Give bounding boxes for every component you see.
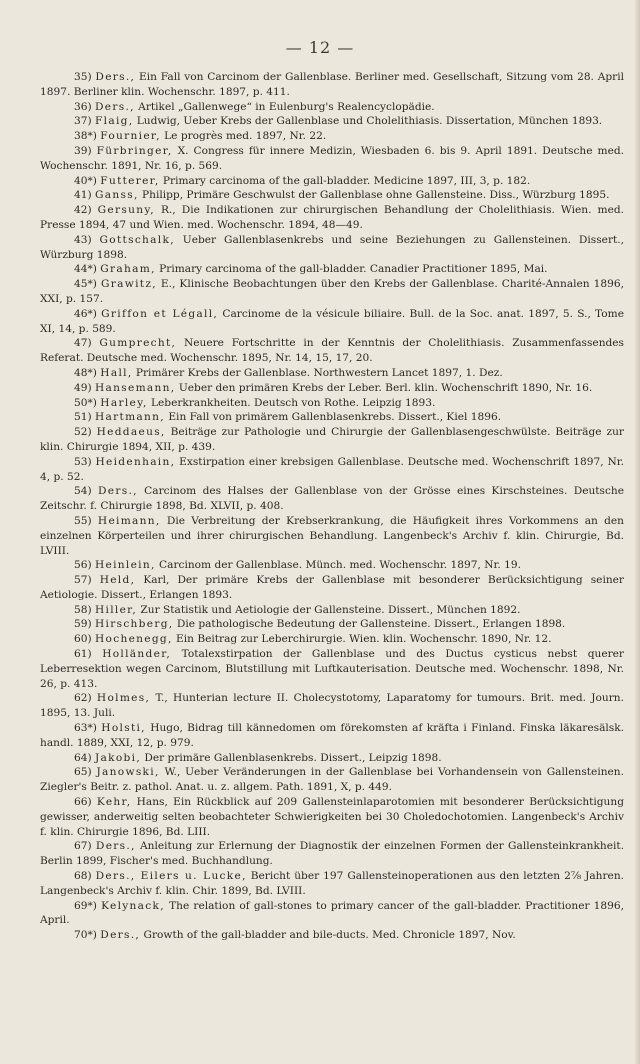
reference-author: Hartmann, [95,411,165,424]
reference-number: 54) [74,485,92,498]
reference-text: Hans, Ein Rückblick auf 209 Gallensteinlaparotomien mit besonderer Berücksichtigung gewisser, anderweitig selten beobachteter Schwierigkeiten bei 30 Choledochotomien. Langenbeck's Archiv f. klin. Chirurgie 1896, Bd. LIII. [40,796,624,838]
reference-text: Le progrès med. 1897, Nr. 22. [160,130,327,143]
reference-entry [40,144,624,174]
reference-number: 47) [74,337,92,350]
reference-author: Heidenhain, [95,455,176,468]
reference-text: Karl, Der primäre Krebs der Gallenblase mit besonderer Berücksichtigung seiner Aetiologie. Dissert., Erlangen 1893. [40,574,624,601]
reference-number: 59) [74,618,92,631]
reference-text: Carcinom der Gallenblase. Münch. med. Wochenschr. 1897, Nr. 19. [155,559,521,572]
reference-number: 60) [74,633,92,646]
reference-text: E., Klinische Beobachtungen über den Krebs der Gallenblase. Charité-Annalen 1896, XXI, p. 157. [40,278,624,305]
reference-author: Holländer, [102,648,172,661]
reference-text: R., Die Indikationen zur chirurgischen Behandlung der Cholelithiasis. Wien. med. Presse 1894, 47 und Wien. med. Wochenschr. 1894, 48—49. [40,204,624,231]
reference-author: Futterer, [100,174,160,187]
reference-entry [40,573,624,603]
reference-author: Ders., [98,485,138,498]
reference-text: Totalexstirpation der Gallenblase und des Ductus cysticus nebst querer Leberresektion wegen Carcinom, Blutstillung mit Luftkauterisation. Deutsche med. Wochenschr. 1898, Nr. 26, p. 413. [40,648,624,690]
reference-entry [40,691,624,721]
reference-entry [40,514,624,558]
reference-entry [40,114,624,129]
page-edge-shadow [634,0,640,1064]
reference-text: T., Hunterian lecture II. Cholecystotomy, Laparatomy for tumours. Brit. med. Journ. 1895, 13. Juli. [40,692,624,720]
reference-author: Fournier, [100,130,161,143]
reference-author: Griffon et Légall, [101,307,219,320]
reference-entry [40,307,624,337]
reference-number: 58) [74,603,92,616]
reference-number: 40*) [74,174,97,187]
reference-entry [40,336,624,366]
reference-author: Jakobi, [95,751,141,764]
reference-entry [40,100,624,115]
reference-text: Carcinome de la vésicule biliaire. Bull. de la Soc. anat. 1897, 5. S., Tome XI, 14, p. 589. [40,307,624,335]
reference-text: Der primäre Gallenblasenkrebs. Dissert., Leipzig 1898. [141,751,442,764]
reference-entry [40,410,624,425]
reference-text: Philipp, Primäre Geschwulst der Gallenblase ohne Gallensteine. Diss., Würzburg 1895. [138,189,610,202]
reference-text: Ueber den primären Krebs der Leber. Berl. klin. Wochenschrift 1890, Nr. 16. [175,381,593,394]
reference-author: Ders., Eilers u. Lucke, [95,870,247,883]
reference-text: Bericht über 197 Gallensteinoperationen aus den letzten 2⅞ Jahren. Langenbeck's Archiv f. klin. Chir. 1899, Bd. LVIII. [40,870,625,897]
reference-entry [40,765,624,795]
reference-number: 52) [74,426,92,439]
reference-entry [40,839,624,869]
reference-number: 61) [74,648,92,661]
reference-number: 68) [74,870,92,883]
reference-author: Kehr, [96,796,132,809]
reference-text: Primary carcinoma of the gall-bladder. Canadier Practitioner 1895, Mai. [155,263,548,276]
reference-author: Ders., [95,71,136,83]
reference-number: 55) [74,514,92,527]
reference-entry [40,647,624,691]
reference-text: Ein Fall von primärem Gallenblasenkrebs. Dissert., Kiel 1896. [164,411,502,424]
reference-entry [40,233,624,263]
reference-number: 35) [74,71,92,83]
reference-number: 70*) [74,929,97,942]
reference-author: Heimann, [97,514,161,527]
reference-entry [40,721,624,751]
reference-author: Heinlein, [95,559,156,572]
reference-number: 67) [74,840,92,853]
reference-text: Ein Fall von Carcinom der Gallenblase. Berliner med. Gesellschaft, Sitzung vom 28. April 1897. Berliner klin. Wochenschr. 1897, p. 411. [40,71,624,98]
reference-number: 64) [74,751,92,764]
reference-number: 66) [74,796,92,809]
reference-entry [40,558,624,573]
reference-number: 63*) [74,722,97,735]
reference-number: 57) [74,574,92,587]
reference-entry [40,277,624,307]
reference-author: Hiller, [95,603,138,616]
reference-text: Neuere Fortschritte in der Kenntnis der Cholelithiasis. Zusammenfassendes Referat. Deutsche med. Wochenschr. 1895, Nr. 14, 15, 17, 20. [40,337,624,365]
reference-entry [40,751,624,766]
reference-number: 53) [74,455,92,468]
reference-text: Die Verbreitung der Krebserkrankung, die Häufigkeit ihres Vorkommens an den einzelnen Körperteilen und ihrer chirurgischen Behandlung. Langenbeck's Archiv f. klin. Chirurgie, Bd. LVIII. [40,514,624,557]
reference-author: Ders., [95,100,135,113]
reference-author: Gottschalk, [99,233,175,246]
reference-entry [40,129,624,144]
reference-author: Gumprecht, [99,337,177,350]
reference-number: 49) [74,381,92,394]
reference-text: Leberkrankheiten. Deutsch von Rothe. Leipzig 1893. [147,396,436,409]
reference-author: Holsti, [101,722,146,735]
reference-entry [40,928,624,943]
reference-number: 45*) [74,278,97,291]
reference-author: Graham, [100,263,156,276]
reference-entry [40,70,624,100]
reference-author: Held, [99,574,136,587]
reference-number: 48*) [74,366,97,379]
reference-text: Anleitung zur Erlernung der Diagnostik der einzelnen Formen der Gallensteinkrankheit. Berlin 1899, Fischer's med. Buchhandlung. [40,840,625,868]
reference-author: Grawitz, [100,278,157,291]
reference-entry [40,381,624,396]
reference-text: The relation of gall-stones to primary cancer of the gall-bladder. Practitioner 1896, April. [40,899,624,927]
reference-number: 62) [74,692,92,705]
reference-text: Beiträge zur Pathologie und Chirurgie der Gallenblasengeschwülste. Beiträge zur klin. Chirurgie 1894, XII, p. 439. [40,426,624,453]
reference-entry [40,632,624,647]
reference-entry [40,603,624,618]
reference-author: Gersuny, [97,204,155,217]
reference-author: Fürbringer, [96,144,173,157]
reference-author: Harley, [100,396,148,409]
reference-entry [40,366,624,381]
reference-entry [40,795,624,839]
reference-number: 46*) [74,307,97,320]
reference-text: Growth of the gall-bladder and bile-ducts. Med. Chronicle 1897, Nov. [140,929,516,942]
reference-number: 36) [74,100,92,113]
reference-author: Heddaeus, [96,426,166,439]
reference-number: 69*) [74,899,97,912]
reference-number: 65) [74,766,92,779]
reference-number: 39) [74,144,92,157]
reference-author: Janowski, [96,766,160,779]
reference-text: Ueber Gallenblasenkrebs und seine Beziehungen zu Gallensteinen. Dissert., Würzburg 1898. [40,233,624,261]
reference-number: 38*) [74,130,97,143]
reference-entry [40,425,624,455]
reference-entry [40,188,624,203]
reference-text: Exstirpation einer krebsigen Gallenblase. Deutsche med. Wochenschrift 1897, Nr. 4, p. 52. [40,455,624,483]
reference-entry [40,396,624,411]
reference-text: Zur Statistik und Aetiologie der Gallensteine. Dissert., München 1892. [137,603,521,616]
reference-text: Artikel „Gallenwege“ in Eulenburg's Realencyclopädie. [134,100,435,113]
reference-author: Ders., [95,840,136,853]
reference-entry [40,617,624,632]
reference-entry [40,899,624,929]
reference-author: Flaig, [95,115,134,128]
reference-number: 43) [74,233,92,246]
page-number: — 12 — [285,38,355,57]
reference-list [40,70,624,943]
reference-text: Primärer Krebs der Gallenblase. Northwestern Lancet 1897, 1. Dez. [132,366,503,379]
reference-author: Hall, [100,366,133,379]
reference-author: Kelynack, [101,899,165,912]
reference-author: Hochenegg, [95,633,173,646]
reference-author: Ganss, [95,189,139,202]
reference-number: 50*) [74,396,97,409]
reference-text: Primary carcinoma of the gall-bladder. Medicine 1897, III, 3, p. 182. [159,174,531,187]
reference-text: Carcinom des Halses der Gallenblase von der Grösse eines Kirschsteines. Deutsche Zeitschr. f. Chirurgie 1898, Bd. XLVII, p. 408. [40,485,625,513]
reference-author: Hirschberg, [95,618,174,631]
reference-entry [40,869,624,899]
reference-number: 42) [74,204,92,217]
reference-text: W., Ueber Veränderungen in der Gallenblase bei Vorhandensein von Gallensteinen. Ziegler's Beitr. z. pathol. Anat. u. z. allgem. Path. 1891, X, p. 449. [40,766,624,794]
reference-text: Ludwig, Ueber Krebs der Gallenblase und Cholelithiasis. Dissertation, München 1893. [133,115,603,128]
reference-text: X. Congress für innere Medizin, Wiesbaden 6. bis 9. April 1891. Deutsche med. Wochenschr. 1891, Nr. 16, p. 569. [40,144,624,172]
reference-entry [40,262,624,277]
reference-number: 56) [74,559,92,572]
reference-entry [40,484,624,514]
reference-author: Holmes, [96,692,151,705]
reference-number: 51) [74,411,92,424]
reference-number: 37) [74,115,92,128]
reference-author: Hansemann, [95,381,176,394]
reference-text: Die pathologische Bedeutung der Gallensteine. Dissert., Erlangen 1898. [173,618,566,631]
reference-entry [40,174,624,189]
reference-entry [40,455,624,485]
reference-text: Ein Beitrag zur Leberchirurgie. Wien. klin. Wochenschr. 1890, Nr. 12. [172,633,552,646]
reference-author: Ders., [100,929,141,942]
reference-number: 41) [74,189,92,202]
reference-text: Hugo, Bidrag till kännedomen om förekomsten af kräfta i Finland. Finska läkaresälsk. handl. 1889, XXI, 12, p. 979. [40,722,624,749]
reference-entry [40,203,624,233]
reference-number: 44*) [74,263,97,276]
